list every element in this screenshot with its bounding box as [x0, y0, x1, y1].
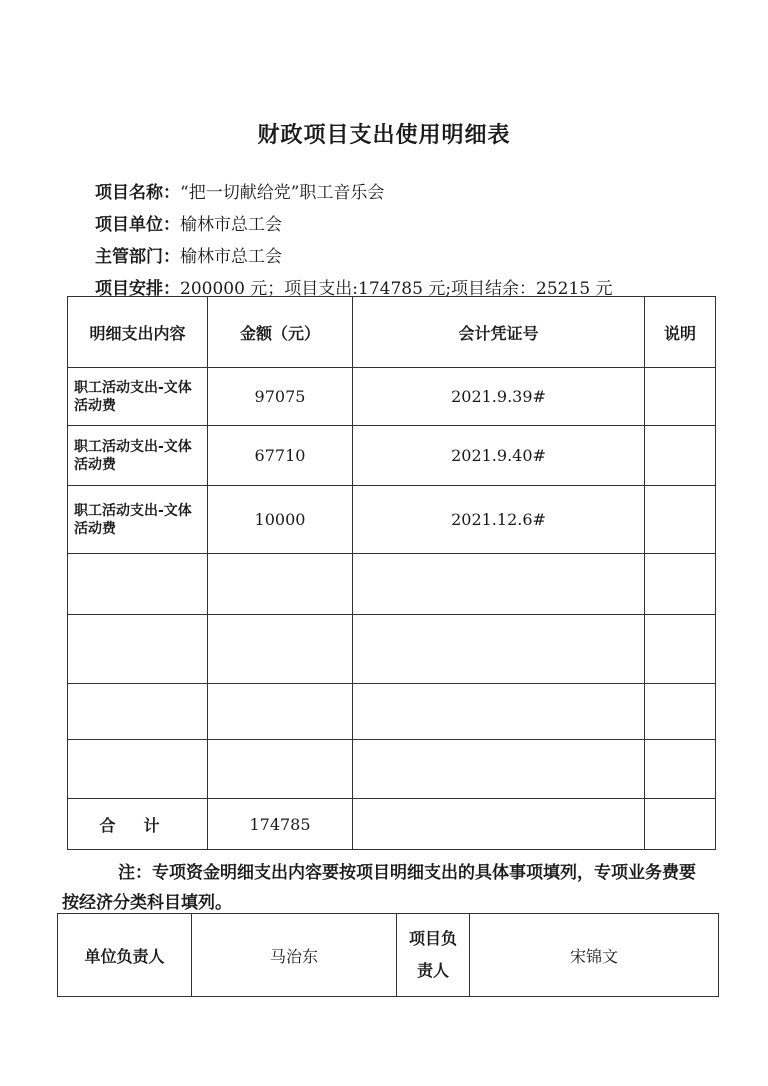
project-budget-value: 200000 元；项目支出:174785 元;项目结余：25215 元: [180, 279, 613, 299]
page-title: 财政项目支出使用明细表: [257, 123, 511, 148]
unit-head-label: 单位负责人: [58, 914, 192, 997]
table-row: [68, 426, 716, 486]
total-row: [68, 799, 716, 850]
table-header-row: [68, 297, 716, 368]
row-content: 职工活动支出-文体活动费: [68, 486, 208, 554]
footnote: 注：专项资金明细支出内容要按项目明细支出的具体事项填列，专项业务费要按经济分类科目填列。: [62, 863, 696, 913]
table-row: [68, 486, 716, 554]
row-note: [645, 368, 716, 426]
row-amount: 10000: [208, 486, 353, 554]
project-name-value: “把一切献给党”职工音乐会: [180, 183, 385, 203]
row-content: 职工活动支出-文体活动费: [68, 426, 208, 486]
project-head-label-line1: 项目负: [408, 929, 457, 948]
empty-row: [68, 740, 716, 799]
header-amount: 金额（元）: [208, 297, 353, 368]
empty-row: [68, 554, 716, 615]
project-budget-label: 项目安排：: [95, 279, 180, 299]
row-voucher: 2021.9.40#: [353, 426, 645, 486]
row-voucher: 2021.9.39#: [353, 368, 645, 426]
project-name-line: [95, 178, 384, 203]
empty-row: [68, 684, 716, 740]
row-amount: 67710: [208, 426, 353, 486]
supervising-dept-value: 榆林市总工会: [180, 247, 282, 267]
header-content: 明细支出内容: [68, 297, 208, 368]
signature-table: [57, 913, 719, 997]
total-label: 合计: [68, 799, 208, 850]
row-content: 职工活动支出-文体活动费: [68, 368, 208, 426]
project-head-label-line2: 责人: [416, 961, 449, 980]
empty-row: [68, 615, 716, 684]
project-head-name: 宋锦文: [470, 914, 719, 997]
unit-head-name: 马治东: [192, 914, 397, 997]
row-note: [645, 426, 716, 486]
supervising-dept-line: [95, 242, 282, 267]
table-row: [68, 368, 716, 426]
row-voucher: 2021.12.6#: [353, 486, 645, 554]
total-amount: 174785: [208, 799, 353, 850]
expense-detail-table: [67, 296, 716, 850]
project-unit-line: [95, 210, 282, 235]
header-voucher: 会计凭证号: [353, 297, 645, 368]
row-amount: 97075: [208, 368, 353, 426]
project-unit-label: 项目单位：: [95, 215, 180, 235]
row-note: [645, 486, 716, 554]
project-head-label: [397, 914, 470, 997]
header-note: 说明: [645, 297, 716, 368]
supervising-dept-label: 主管部门：: [95, 247, 180, 267]
signature-row: [58, 914, 719, 997]
project-name-label: 项目名称：: [95, 183, 180, 203]
project-unit-value: 榆林市总工会: [180, 215, 282, 235]
